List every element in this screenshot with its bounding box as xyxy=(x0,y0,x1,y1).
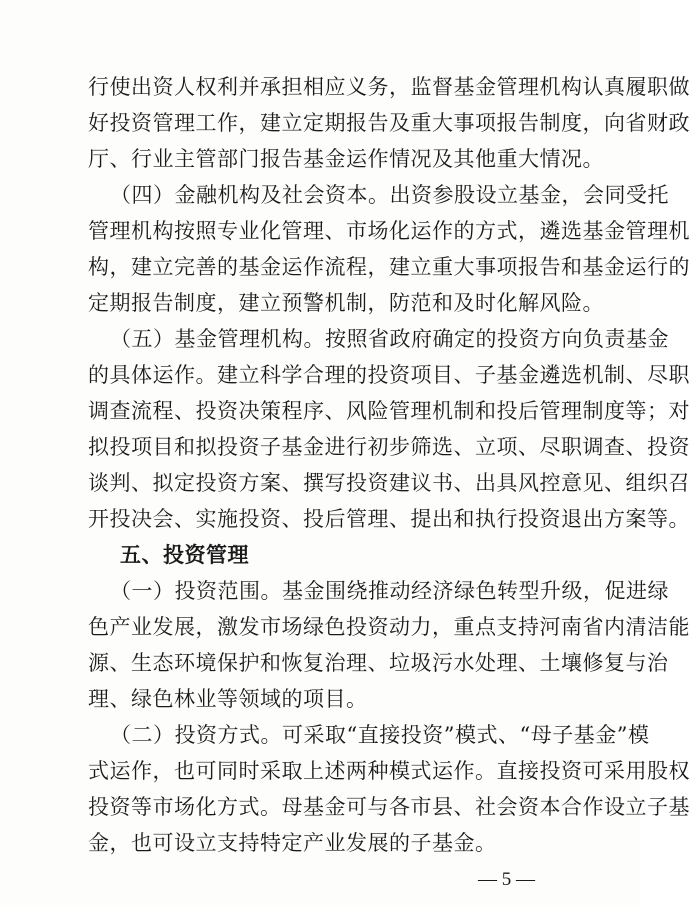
subsection-one-para: （一）投资范围。基金围绕推动经济绿色转型升级，促进绿 xyxy=(110,579,669,603)
section-four-para: （四）金融机构及社会资本。出资参股设立基金，会同受托 xyxy=(110,183,669,207)
page-number: — 5 — xyxy=(478,869,535,890)
section-five-para: （五）基金管理机构。按照省政府确定的投资方向负责基金 xyxy=(110,327,669,351)
text-line: 谈判、拟定投资方案、撰写投资建议书、出具风控意见、组织召 xyxy=(88,471,690,495)
text-line: 式运作，也可同时采取上述两种模式运作。直接投资可采用股权 xyxy=(88,759,690,783)
text-line: 调查流程、投资决策程序、风险管理机制和投后管理制度等；对 xyxy=(88,399,690,423)
text-line: 好投资管理工作，建立定期报告及重大事项报告制度，向省财政 xyxy=(88,111,690,135)
section-heading-investment-management: 五、投资管理 xyxy=(120,543,249,567)
text-line: 色产业发展，激发市场绿色投资动力，重点支持河南省内清洁能 xyxy=(88,615,690,639)
text-line: 理、绿色林业等领域的项目。 xyxy=(88,687,368,711)
subsection-two-para: （二）投资方式。可采取“直接投资”模式、“母子基金”模 xyxy=(110,723,650,747)
text-line: 管理机构按照专业化管理、市场化运作的方式，遴选基金管理机 xyxy=(88,219,690,243)
text-line: 的具体运作。建立科学合理的投资项目、子基金遴选机制、尽职 xyxy=(88,363,690,387)
text-line: 投资等市场化方式。母基金可与各市县、社会资本合作设立子基 xyxy=(88,795,690,819)
text-line: 拟投项目和拟投资子基金进行初步筛选、立项、尽职调查、投资 xyxy=(88,435,690,459)
text-line: 金，也可设立支持特定产业发展的子基金。 xyxy=(88,831,497,855)
text-line: 源、生态环境保护和恢复治理、垃圾污水处理、土壤修复与治 xyxy=(88,651,669,675)
text-line: 定期报告制度，建立预警机制，防范和及时化解风险。 xyxy=(88,291,604,315)
text-line: 行使出资人权利并承担相应义务，监督基金管理机构认真履职做 xyxy=(88,75,690,99)
text-line: 开投决会、实施投资、投后管理、提出和执行投资退出方案等。 xyxy=(88,507,690,531)
text-line: 厅、行业主管部门报告基金运作情况及其他重大情况。 xyxy=(88,147,604,171)
text-line: 构，建立完善的基金运作流程，建立重大事项报告和基金运行的 xyxy=(88,255,690,279)
